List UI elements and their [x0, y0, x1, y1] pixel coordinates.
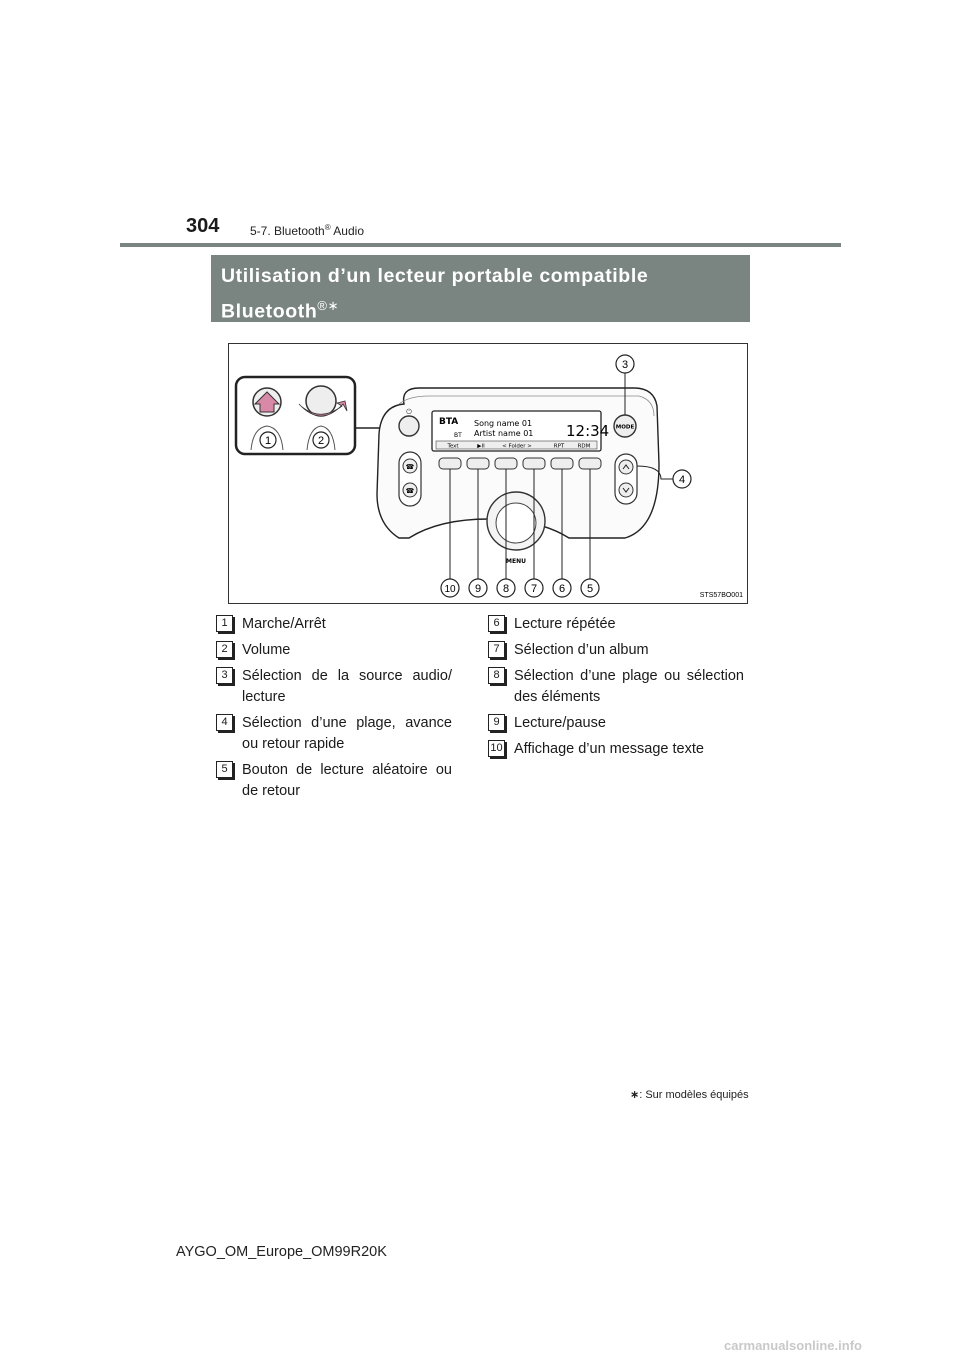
seek-up-button[interactable]	[619, 460, 633, 474]
legend-text: Lecture répétée	[514, 616, 616, 632]
legend-text: Sélection d’un album	[514, 642, 649, 658]
volume-knob-zoom	[306, 386, 336, 416]
display-source: BTA	[439, 417, 459, 427]
menu-label: MENU	[506, 558, 526, 565]
seek-down-button[interactable]	[619, 483, 633, 497]
legend-text: Sélection d’une plage ou sélection des éléments	[514, 668, 744, 705]
audio-unit-figure	[228, 343, 748, 604]
legend-text: Lecture/pause	[514, 715, 606, 731]
legend-text: Bouton de lecture aléatoire ou de retour	[242, 762, 452, 799]
legend-text: Sélection de la source audio/ lecture	[242, 668, 452, 705]
section-prefix: 5-7. Bluetooth	[250, 224, 325, 238]
page-number: 304	[186, 215, 220, 237]
title-line-1: Utilisation d’un lecteur portable compatible	[221, 265, 649, 287]
callout-5: 5	[586, 583, 594, 595]
phone-pickup-icon: ☎	[405, 463, 415, 471]
registered-mark: ®	[324, 223, 331, 232]
display-time: 12:34	[566, 422, 610, 440]
title-mark: ®∗	[317, 298, 340, 313]
callout-1: 1	[264, 435, 272, 447]
softkey-label-rdm: RDM	[577, 443, 591, 450]
legend-number: 10	[488, 740, 505, 757]
callout-3: 3	[621, 359, 629, 371]
mode-label: MODE	[615, 424, 635, 431]
legend-right-column	[488, 614, 744, 765]
callout-2: 2	[317, 435, 325, 447]
title-bluetooth: Bluetooth	[221, 300, 318, 323]
softkey-label-text: Text	[447, 443, 459, 450]
legend-item	[488, 666, 744, 708]
callout-9: 9	[474, 583, 482, 595]
power-volume-knob	[399, 416, 419, 436]
callout-10: 10	[444, 584, 456, 595]
callout-7: 7	[530, 583, 538, 595]
legend-item	[216, 666, 452, 708]
callout-8: 8	[502, 583, 510, 595]
legend-item	[216, 640, 452, 661]
footnote-star: ∗	[630, 1089, 640, 1101]
power-icon: ⏻	[406, 408, 412, 416]
legend-text: Volume	[242, 642, 291, 658]
callout-4: 4	[678, 474, 686, 486]
section-suffix: Audio	[330, 224, 364, 238]
legend-number: 3	[216, 667, 233, 684]
legend-left-column	[216, 614, 452, 807]
legend-item	[488, 640, 744, 661]
softkey-button-7[interactable]	[523, 458, 545, 469]
display-source-sub: BT	[454, 432, 462, 439]
legend-number: 8	[488, 667, 505, 684]
legend-number: 9	[488, 714, 505, 731]
display-artist: Artist name 01	[474, 429, 534, 438]
softkey-button-10[interactable]	[439, 458, 461, 469]
legend-item	[488, 739, 744, 760]
legend-item	[216, 713, 452, 755]
legend-text: Affichage d’un message texte	[514, 741, 704, 757]
section-title-box	[211, 255, 750, 322]
legend-number: 1	[216, 615, 233, 632]
softkey-label-play: ▶II	[477, 443, 485, 450]
softkey-button-9[interactable]	[467, 458, 489, 469]
legend-number: 2	[216, 641, 233, 658]
legend-text: Marche/Arrêt	[242, 616, 326, 632]
legend-item	[488, 713, 744, 734]
knob-inset-box	[236, 377, 355, 454]
legend-text: Sélection d’une plage, avance ou retour rapide	[242, 715, 452, 752]
softkey-button-5[interactable]	[579, 458, 601, 469]
softkey-label-folder: < Folder >	[502, 443, 532, 450]
title-line-2	[221, 291, 740, 327]
legend-number: 4	[216, 714, 233, 731]
legend-number: 7	[488, 641, 505, 658]
menu-dial-center[interactable]	[496, 503, 536, 543]
legend-number: 5	[216, 761, 233, 778]
section-label	[250, 223, 364, 238]
watermark-url[interactable]: carmanualsonline.info	[724, 1338, 862, 1353]
legend-item	[488, 614, 744, 635]
softkey-label-rpt: RPT	[553, 443, 565, 450]
audio-unit-illustration	[229, 344, 749, 605]
document-code: AYGO_OM_Europe_OM99R20K	[176, 1244, 387, 1260]
display-song: Song name 01	[474, 419, 533, 428]
legend-number: 6	[488, 615, 505, 632]
header-rule	[120, 243, 841, 247]
legend-item	[216, 760, 452, 802]
footnote	[630, 1088, 749, 1101]
callout-6: 6	[558, 583, 566, 595]
figure-code: STS57BO001	[699, 592, 743, 599]
phone-hangup-icon: ☎	[405, 487, 415, 495]
softkey-button-6[interactable]	[551, 458, 573, 469]
legend-item	[216, 614, 452, 635]
footnote-text: : Sur modèles équipés	[639, 1089, 749, 1101]
softkey-button-8[interactable]	[495, 458, 517, 469]
